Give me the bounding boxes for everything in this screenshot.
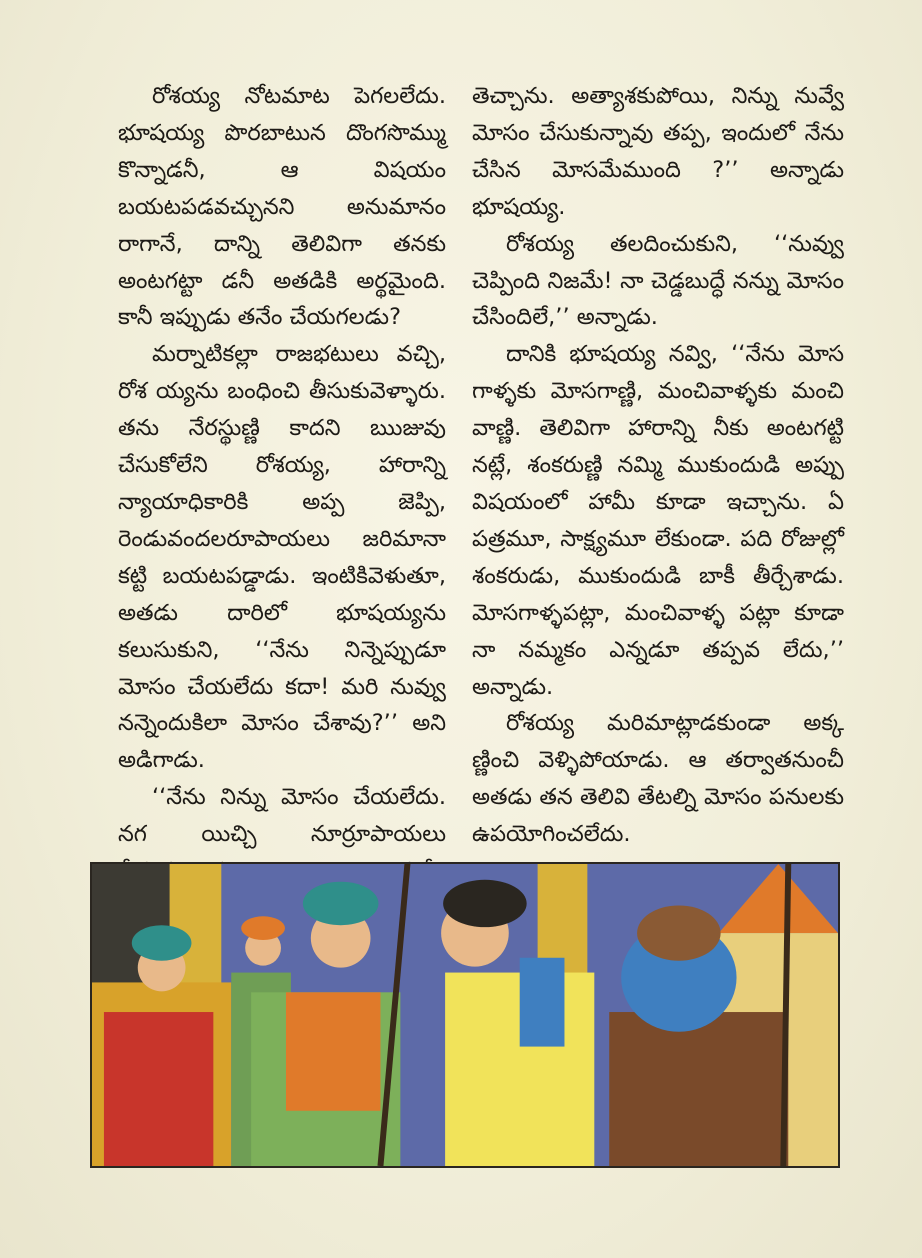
paragraph: మర్నాటికల్లా రాజభటులు వచ్చి, రోశ య్యను బంధించి తీసుకువెళ్ళారు. తను నేరస్థుణ్ణి కాదని ఋజువు చేసుకోలేని రోశయ్య, హారాన్ని న్యాయాధికారికి అప్ప జెప్పి, రెండువందలరూపాయలు జరిమానా కట్టి బయటపడ్డాడు. ఇంటికివెళుతూ, అతడు దారిలో భూషయ్యను కలుసుకుని, ‘‘నేను నిన్నెప్పుడూ మోసం చేయలేదు కదా! మరి నువ్వు నన్నెందుకిలా మోసం చేశావు?’’ అని అడిగాడు.: [118, 341, 446, 774]
guard-helmet: [303, 882, 379, 925]
paragraph: రోశయ్య నోటమాట పెగలలేదు. భూషయ్య పొరబాటున దొంగసొమ్ము కొన్నాడనీ, ఆ విషయం బయటపడవచ్చునని అనుమానం రాగానే, దాన్ని తెలివిగా తనకు అంటగట్టా డనీ అతడికి అర్థమైంది. కానీ ఇప్పుడు తనేం చేయగలడు?: [118, 83, 446, 331]
young-man-hair: [443, 880, 527, 927]
paragraph: రోశయ్య మరిమాట్లాడకుండా అక్క ణ్ణించి వెళ్ళిపోయాడు. ఆ తర్వాతనుంచీ అతడు తన తెలివి తేటల్ని మోసం పనులకు ఉపయోగించలేదు.: [472, 710, 844, 848]
paragraph: ‘‘నేను నిన్ను మోసం చేయలేదు. నగ యిచ్చి నూర్రూపాయలు: [118, 784, 446, 848]
paragraph: దానికి భూషయ్య నవ్వి, ‘‘నేను మోస గాళ్ళకు మోసగాణ్ణి, మంచివాళ్ళకు మంచి వాణ్ణి. తెలివిగా హారాన్ని నీకు అంటగట్టి నట్లే, శంకరుణ్ణి నమ్మి ముకుందుడి అప్పు విషయంలో హామీ కూడా ఇచ్చాను. ఏ పత్రమూ, సాక్ష్యమూ లేకుండా. పది రోజుల్లో శంకరుడు, ముకుందుడి బాకీ తీర్చేశాడు. మోసగాళ్ళపట్లా, మంచివాళ్ళ పట్లా కూడా నా నమ్మకం ఎన్నడూ తప్పవ లేదు,’’ అన్నాడు.: [472, 341, 844, 700]
paragraph: తెచ్చాను. అత్యాశకుపోయి, నిన్ను నువ్వే మోసం చేసుకున్నావు తప్ప, ఇందులో నేను చేసిన మోసమేముంది ?’’ అన్నాడు భూషయ్య.: [472, 83, 844, 220]
right-text-column: [472, 78, 844, 853]
court-scene-illustration: [90, 862, 840, 1168]
attendant-turban: [241, 916, 285, 940]
veiled-guard-robe: [609, 1012, 788, 1166]
court-scene-drawing: [92, 864, 838, 1166]
young-man-shoulder-bag: [520, 958, 565, 1047]
guard-vest: [286, 992, 380, 1110]
paragraph: రోశయ్య తలదించుకుని, ‘‘నువ్వు చెప్పింది నిజమే! నా చెడ్డబుద్ధే నన్ను మోసం చేసిందిలే,’’ అన్నాడు.: [472, 230, 844, 331]
left-text-column: [118, 78, 446, 927]
king-turban: [132, 925, 192, 961]
veiled-guard-helmet: [637, 905, 721, 960]
king-robe: [104, 1012, 213, 1166]
